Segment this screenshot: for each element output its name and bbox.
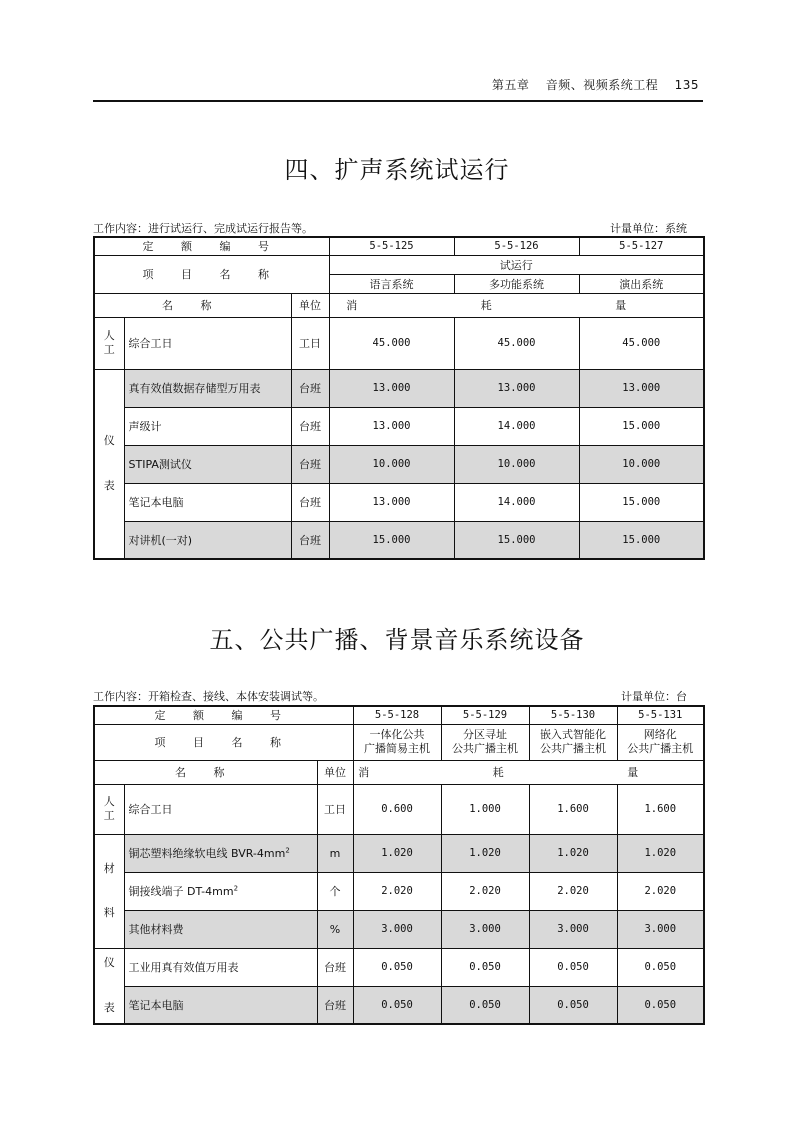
row-name: STIPA测试仪 — [124, 445, 291, 483]
table-row — [94, 521, 704, 559]
quota-code: 5-5-126 — [454, 237, 579, 255]
table-row — [94, 948, 704, 986]
category-labor: 人 工 — [94, 317, 124, 369]
chapter-title: 音频、视频系统工程 — [545, 78, 659, 92]
cell-value: 14.000 — [454, 407, 579, 445]
cell-value: 2.020 — [353, 872, 441, 910]
cell-value: 13.000 — [329, 369, 454, 407]
cell-value: 0.050 — [529, 986, 617, 1024]
cell-value: 45.000 — [454, 317, 579, 369]
consume-label: 消 耗 量 — [329, 293, 704, 317]
row-unit: 台班 — [317, 948, 353, 986]
cell-value: 13.000 — [329, 407, 454, 445]
category-instruments: 仪 表 — [94, 369, 124, 559]
item-name: 网络化 公共广播主机 — [617, 724, 704, 760]
cell-value: 0.050 — [441, 986, 529, 1024]
cell-value: 15.000 — [454, 521, 579, 559]
cell-value: 1.020 — [617, 834, 704, 872]
quota-label: 定 额 编 号 — [94, 706, 353, 724]
cell-value: 3.000 — [353, 910, 441, 948]
row-unit: 台班 — [317, 986, 353, 1024]
section2-table — [93, 705, 705, 1025]
table-row — [94, 910, 704, 948]
row-name: 声级计 — [124, 407, 291, 445]
table-row — [94, 760, 704, 784]
cell-value: 3.000 — [441, 910, 529, 948]
cell-value: 1.600 — [529, 784, 617, 834]
item-name: 多功能系统 — [454, 274, 579, 293]
row-unit: 台班 — [291, 407, 329, 445]
cell-value: 0.600 — [353, 784, 441, 834]
cell-value: 2.020 — [441, 872, 529, 910]
section1-work: 工作内容：进行试运行、完成试运行报告等。 — [93, 222, 313, 235]
table-row — [94, 237, 704, 255]
cell-value: 14.000 — [454, 483, 579, 521]
table-row — [94, 407, 704, 445]
row-name: 铜接线端子 $DT-4mm^2$ — [124, 872, 317, 910]
row-unit: 台班 — [291, 521, 329, 559]
item-name: 嵌入式智能化 公共广播主机 — [529, 724, 617, 760]
item-name: 演出系统 — [579, 274, 704, 293]
item-name: 一体化公共 广播简易主机 — [353, 724, 441, 760]
quota-code: 5-5-127 — [579, 237, 704, 255]
table-row — [94, 255, 704, 274]
row-unit: 工日 — [291, 317, 329, 369]
cell-value: 1.020 — [529, 834, 617, 872]
cell-value: 13.000 — [454, 369, 579, 407]
cell-value: 0.050 — [617, 948, 704, 986]
cell-value: 13.000 — [579, 369, 704, 407]
section2-work: 工作内容：开箱检查、接线、本体安装调试等。 — [93, 690, 324, 703]
group-label: 试运行 — [329, 255, 704, 274]
row-name: 其他材料费 — [124, 910, 317, 948]
consume-label: 消 耗 量 — [353, 760, 704, 784]
table-row — [94, 986, 704, 1024]
cell-value: 15.000 — [579, 483, 704, 521]
project-label: 项 目 名 称 — [94, 255, 329, 293]
row-unit: 台班 — [291, 483, 329, 521]
cell-value: 45.000 — [329, 317, 454, 369]
cell-value: 10.000 — [454, 445, 579, 483]
row-name: 真有效值数据存储型万用表 — [124, 369, 291, 407]
row-name: 铜芯塑料绝缘软电线 BVR-$4mm^2$ — [124, 834, 317, 872]
name-label: 名 称 — [94, 293, 291, 317]
table-row — [94, 724, 704, 760]
section2-unit: 计量单位：台 — [621, 690, 687, 703]
table-row — [94, 445, 704, 483]
table-row — [94, 872, 704, 910]
category-instruments: 仪 表 — [94, 948, 124, 1024]
cell-value: 1.020 — [441, 834, 529, 872]
project-label: 项 目 名 称 — [94, 724, 353, 760]
name-label: 名 称 — [94, 760, 317, 784]
row-unit: 台班 — [291, 369, 329, 407]
row-name: 综合工日 — [124, 784, 317, 834]
section2-title: 五、公共广播、背景音乐系统设备 — [209, 626, 585, 654]
quota-code: 5-5-131 — [617, 706, 704, 724]
cell-value: 10.000 — [579, 445, 704, 483]
cell-value: 10.000 — [329, 445, 454, 483]
cell-value: 15.000 — [579, 407, 704, 445]
row-unit: 台班 — [291, 445, 329, 483]
row-unit: % — [317, 910, 353, 948]
table-row — [94, 784, 704, 834]
item-name: 分区寻址 公共广播主机 — [441, 724, 529, 760]
row-unit: m — [317, 834, 353, 872]
row-name: 对讲机(一对) — [124, 521, 291, 559]
cell-value: 0.050 — [353, 986, 441, 1024]
table-row — [94, 369, 704, 407]
cell-value: 13.000 — [329, 483, 454, 521]
quota-code: 5-5-125 — [329, 237, 454, 255]
chapter-label: 第五章 — [491, 78, 530, 92]
row-name: 综合工日 — [124, 317, 291, 369]
cell-value: 1.000 — [441, 784, 529, 834]
cell-value: 3.000 — [529, 910, 617, 948]
quota-code: 5-5-130 — [529, 706, 617, 724]
cell-value: 2.020 — [617, 872, 704, 910]
cell-value: 2.020 — [529, 872, 617, 910]
row-name: 笔记本电脑 — [124, 483, 291, 521]
quota-code: 5-5-128 — [353, 706, 441, 724]
table-row — [94, 834, 704, 872]
row-unit: 工日 — [317, 784, 353, 834]
cell-value: 45.000 — [579, 317, 704, 369]
cell-value: 0.050 — [617, 986, 704, 1024]
page-header — [93, 70, 703, 102]
quota-label: 定 额 编 号 — [94, 237, 329, 255]
cell-value: 0.050 — [353, 948, 441, 986]
cell-value: 15.000 — [579, 521, 704, 559]
table-row — [94, 317, 704, 369]
cell-value: 15.000 — [329, 521, 454, 559]
row-name: 工业用真有效值万用表 — [124, 948, 317, 986]
table-row — [94, 293, 704, 317]
page-number: 135 — [674, 78, 699, 92]
cell-value: 1.600 — [617, 784, 704, 834]
cell-value: 1.020 — [353, 834, 441, 872]
cell-value: 0.050 — [529, 948, 617, 986]
section1-title: 四、扩声系统试运行 — [284, 156, 510, 184]
table-row — [94, 483, 704, 521]
table-row — [94, 706, 704, 724]
quota-code: 5-5-129 — [441, 706, 529, 724]
header-text — [480, 76, 699, 93]
section1-unit: 计量单位：系统 — [610, 222, 687, 235]
unit-label: 单位 — [317, 760, 353, 784]
item-name: 语言系统 — [329, 274, 454, 293]
cell-value: 3.000 — [617, 910, 704, 948]
category-labor: 人 工 — [94, 784, 124, 834]
category-materials: 材 料 — [94, 834, 124, 948]
row-name: 笔记本电脑 — [124, 986, 317, 1024]
section1-table — [93, 236, 705, 560]
cell-value: 0.050 — [441, 948, 529, 986]
row-unit: 个 — [317, 872, 353, 910]
unit-label: 单位 — [291, 293, 329, 317]
